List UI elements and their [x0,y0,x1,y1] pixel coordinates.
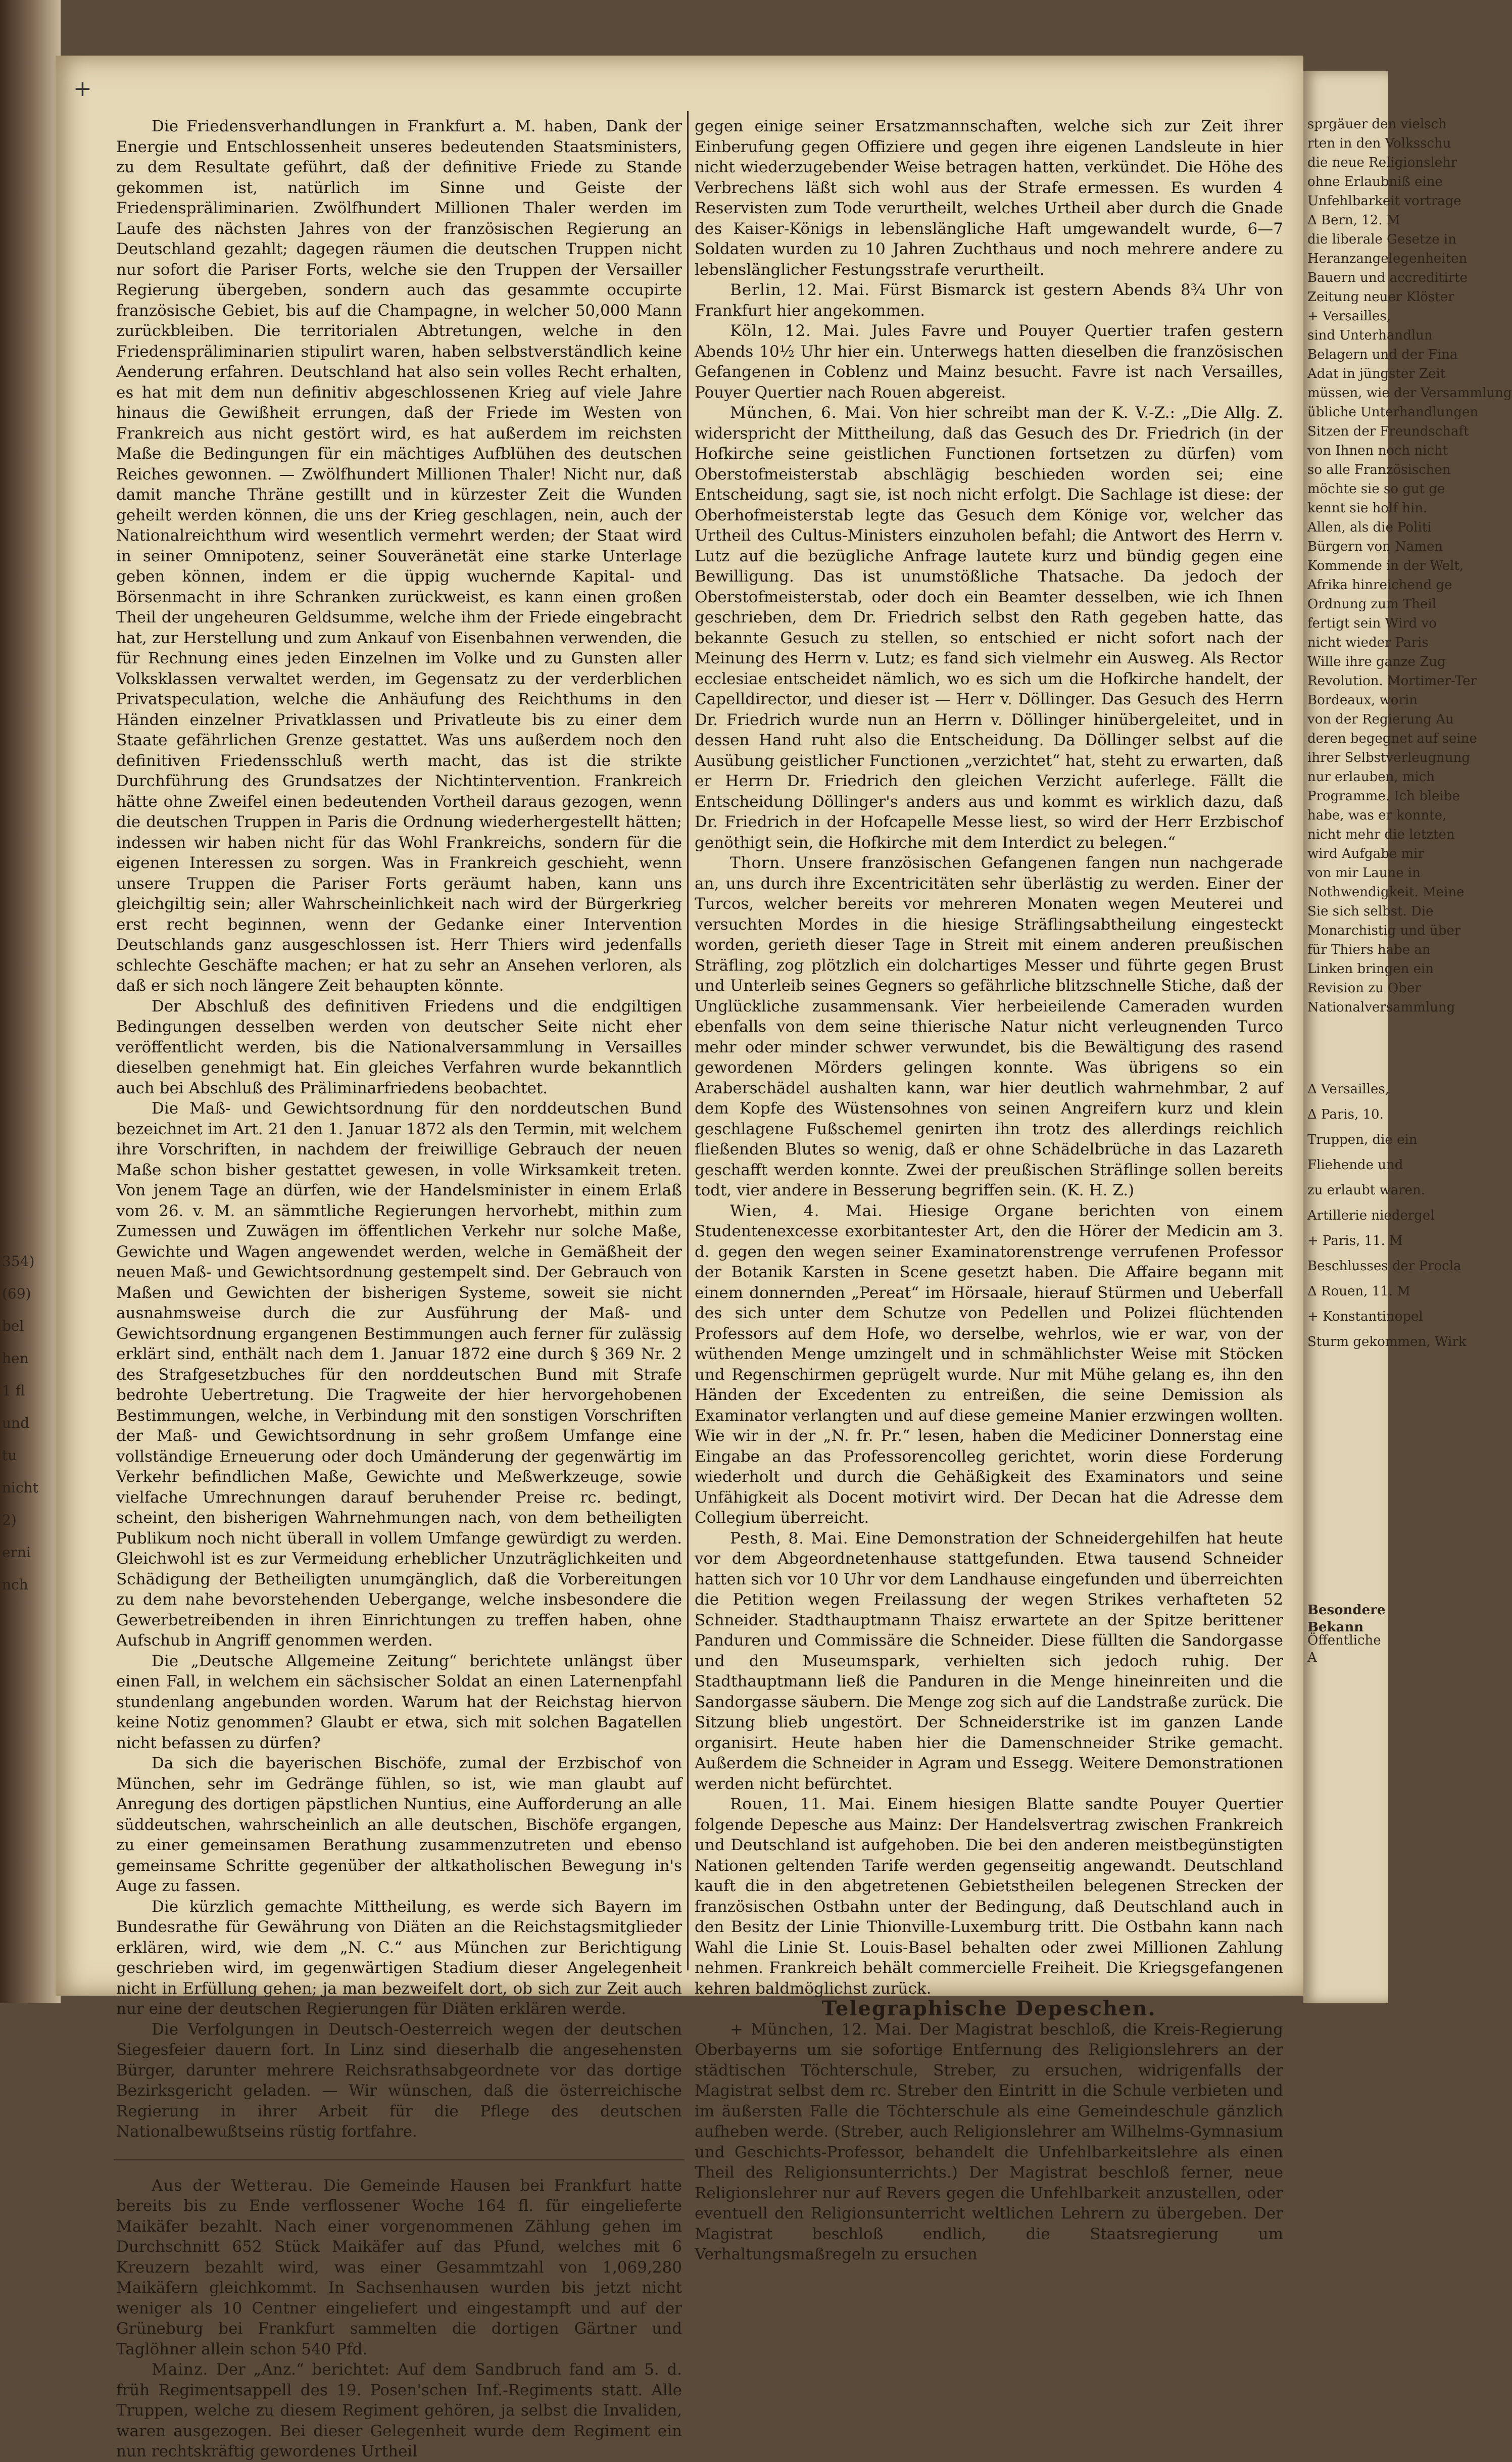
adjacent-page-line: Δ Paris, 10. [1307,1107,1384,1122]
binding-fragment: 2) [2,1512,17,1528]
adjacent-page-line: Wille ihre ganze Zug [1307,654,1446,669]
article-paragraph [116,2176,682,2360]
article-paragraph [695,1528,1283,1795]
adjacent-page-line: Programme. Ich bleibe [1307,789,1460,804]
notice-subheading: Öffentliche A [1307,1633,1381,1665]
adjacent-page-line: übliche Unterhandlungen [1307,405,1479,420]
paragraph-text: Die „Deutsche Allgemeine Zeitung“ berichtete unlängst über einen Fall, in welchem ein sächsischer Soldat an einen Laternenpfahl stundenlang angebunden worden. Warum hat der Reichstag hiervon keine Notiz genommen? Glaubt er etwa, sich mit solchen Bagatellen nicht befassen zu dürfen? [116,1652,682,1752]
adjacent-page-line: Adat in jüngster Zeit [1307,366,1446,381]
article-paragraph [116,2019,682,2142]
paragraph-text: gegen einige seiner Ersatzmannschaften, welche sich zur Zeit ihrer Einberufung gegen Offiziere und gegen ihre eigenen Landsleute in hier nicht wiederzugebender Weise betragen hatten, verkündet. Die Höhe des Verbrechens läßt sich wohl aus der Strafe ermessen. Es wurden 4 Reservisten zum Tode verurtheilt, welches Urtheil aber durch die Gnade des Kaiser-Königs in lebenslängliche Haft umgewandelt wurde, 6—7 Soldaten wurden zu 10 Jahren Zuchthaus und noch mehrere andere zu lebenslänglicher Festungsstrafe verurtheilt. [695,117,1283,279]
page-marker: + [73,76,92,102]
right-column [695,116,1284,2263]
newspaper-page [56,56,1303,2460]
adjacent-page-line: rten in den Volksschu [1307,136,1451,151]
adjacent-page-line: nicht wieder Paris [1307,635,1429,650]
article-paragraph [116,1897,682,2019]
adjacent-page-line: nur erlauben, mich [1307,769,1435,785]
dateline: Berlin, 12. Mai. [730,281,870,299]
adjacent-page-line: Δ Bern, 12. M [1307,213,1400,228]
adjacent-page-line: für Thiers habe an [1307,942,1431,957]
adjacent-page-line: Afrika hinreichend ge [1307,577,1452,593]
adjacent-page-line: von mir Laune in [1307,865,1421,881]
adjacent-page-line: Kommende in der Welt, [1307,558,1464,573]
adjacent-page-line: Nationalversammlung [1307,1000,1455,1015]
adjacent-page-line: Allen, als die Politi [1307,520,1432,535]
paragraph-text: Die Friedensverhandlungen in Frankfurt a. M. haben, Dank der Energie und Entschlossenheit unseres bedeutenden Staatsministers, zu dem Resultate geführt, daß der definitive Friede zu Stande gekommen ist, natürlich im Sinne und Geiste der Friedenspräliminarien. Zwölfhundert Millionen Thaler werden im Laufe des nächsten Jahres von der französischen Regierung an Deutschland gezahlt; dagegen räumen die deutschen Truppen nicht nur sofort die Pariser Forts, welche sie den Truppen der Versailler Regierung übergeben, sondern auch das gesammte occupirte französische Gebiet, bis auf die Champagne, in welcher 50,000 Mann zurückbleiben. Die territorialen Abtretungen, welche in den Friedenspräliminarien stipulirt waren, haben selbstverständlich keine Aenderung erfahren. Deutschland hat also sein volles Recht erhalten, es hat mit dem nun definitiv abgeschlossenen Krieg auf viele Jahre hinaus die Gewißheit errungen, daß der Friede im Westen von Frankreich aus nicht gestört wird, es hat außerdem im reichsten Maße die Bedingungen für ein mächtiges Aufblühen des deutschen Reiches gewonnen. — Zwölfhundert Millionen Thaler! Nicht nur, daß damit manche Thräne gestillt und in kürzester Zeit die Wunden geheilt werden können, die uns der Krieg geschlagen, nein, auch der Nationalreichthum wird wesentlich vermehrt werden; der Staat wird in seiner Omnipotenz, seiner Souveränetät eine starke Unterlage geben können, indem er die üppig wuchernde Kapital- und Börsenmacht in ihre Schranken zurückweist, es kann einen großen Theil der ungeheuren Geldsumme, welche ihm der Friede eingebracht hat, zur Herstellung und zum Ankauf von Eisenbahnen verwenden, die für Rechnung eines jeden Einzelnen im Volke und zu Gunsten aller Volksklassen verwaltet werden, im Gegensatz zu der verderblichen Privatspeculation, welche die Anhäufung des Reichthums in den Händen einzelner Privatklassen und Privatleute bis zu einer dem Staate gefährlichen Grenze gestattet. Was uns außerdem noch den definitiven Friedensschluß werth macht, das ist die strikte Durchführung des Grundsatzes der Nichtintervention. Frankreich hätte ohne Zweifel einen bedeutenden Vortheil daraus gezogen, wenn die deutschen Truppen in Paris die Ordnung wiederhergestellt hätten; indessen wir haben nicht für das Wohl Frankreichs, sondern für die eigenen Interessen zu sorgen. Was in Frankreich geschieht, wenn unsere Truppen die Pariser Forts geräumt haben, kann uns gleichgiltig sein; aller Wahrscheinlichkeit nach wird der Bürgerkrieg erst recht beginnen, wenn der Gedanke einer Intervention Deutschlands ganz ausgeschlossen ist. Herr Thiers wird jedenfalls schlechte Geschäfte machen; er hat zu sehr an Ansehen verloren, als daß er sich noch längere Zeit behaupten könnte. [116,117,682,995]
section-rule [114,2159,685,2160]
adjacent-page-line: Sturm gekommen, Wirk [1307,1334,1467,1349]
article-paragraph [695,116,1283,280]
article-paragraph [116,996,682,1099]
dateline: München, 6. Mai. [730,404,882,422]
binding-fragment: tu [2,1447,17,1464]
adjacent-page-line: sprgäuer den vielsch [1307,117,1447,132]
paragraph-text: Von hier schreibt man der K. V.-Z.: „Die Allg. Z. widerspricht der Mittheilung, daß das Gesuch des Dr. Friedrich (in der Hofkirche seine geistlichen Functionen fortsetzen zu dürfen) vom Oberstofmeisterstab abschlägig beschieden worden sei; eine Entscheidung, sagt sie, ist noch nicht erfolgt. Die Sachlage ist diese: der Oberhofmeisterstab legte das Gesuch dem Könige vor, welcher das Urtheil des Cultus-Ministers einzuholen befahl; die Antwort des Herrn v. Lutz auf die bezügliche Anfrage lautete kurz und bündig gegen eine Bewilligung. Das ist unumstößliche Thatsache. Da jedoch der Oberstofmeisterstab, oder doch ein Beamter desselben, wie ich Ihnen geschrieben, dem Dr. Friedrich selbst den Rath gegeben hatte, das bekannte Gesuch zu stellen, so entschied er nicht sofort nach der Meinung des Herrn v. Lutz; es fand sich vielmehr ein Ausweg. Als Rector ecclesiae entscheidet nämlich, wo es sich um die Hofkirche handelt, der Capelldirector, und dieser ist — Herr v. Döllinger. Das Gesuch des Herrn Dr. Friedrich wurde nun an Herrn v. Döllinger hinübergeleitet, und in dessen Hand ruht also die Entscheidung. Da Döllinger selbst auf die Ausübung geistlicher Functionen „verzichtet“ hat, steht zu erwarten, daß er Herrn Dr. Friedrich den gleichen Verzicht auferlege. Fällt die Entscheidung Döllinger's anders aus und kommt es wirklich dazu, daß Dr. Friedrich in der Hofcapelle Messe liest, so wird der Herr Erzbischof genöthigt sein, die Hofkirche mit dem Interdict zu belegen.“ [695,404,1283,852]
binding-fragment: nicht [2,1479,38,1496]
paragraph-text: Fürst Bismarck ist gestern Abends 8¾ Uhr von Frankfurt hier angekommen. [695,281,1283,320]
adjacent-page-line: Ordnung zum Theil [1307,597,1436,612]
binding-text-strip [0,0,38,2003]
adjacent-page-line: Belagern und der Fina [1307,347,1458,362]
adjacent-page-line: habe, was er konnte, [1307,808,1447,823]
dateline: Rouen, 11. Mai. [730,1795,876,1813]
adjacent-page-line: kennt sie holf hin. [1307,501,1428,516]
adjacent-page-fragment [1303,71,1512,2003]
adjacent-page-line: Revision zu Ober [1307,981,1421,996]
adjacent-page-line: Zeitung neuer Klöster [1307,289,1454,305]
paragraph-text: Die Maß- und Gewichtsordnung für den norddeutschen Bund bezeichnet im Art. 21 den 1. Januar 1872 als den Termin, mit welchem ihre Vorschriften, in nachdem der freiwillige Gebrauch der neuen Maße schon bisher gestattet gewesen, in volle Wirksamkeit treten. Von jenem Tage an dürfen, wie der Handelsminister in einem Erlaß vom 26. v. M. an sämmtliche Regierungen hervorhebt, mithin zum Zumessen und Zuwägen im öffentlichen Verkehr nur solche Maße, Gewichte und Wagen angewendet werden, welche in Gemäßheit der neuen Maß- und Gewichtsordnung gestempelt sind. Der Gebrauch von Maßen und Gewichten der bisherigen Systeme, soweit sie nicht ausnahmsweise durch die zur Ausführung der Maß- und Gewichtsordnung ergangenen Bestimmungen auch ferner für zulässig erklärt sind, enthält nach dem 1. Januar 1872 eine durch § 369 Nr. 2 des Strafgesetzbuches für den norddeutschen Bund mit Strafe bedrohte Uebertretung. Die Tragweite der hier hervorgehobenen Bestimmungen, welche, in Verbindung mit den sonstigen Vorschriften der Maß- und Gewichtsordnung in sehr großem Umfange eine vollständige Erneuerung oder doch Umänderung der gegenwärtig im Verkehr befindlichen Maße, Gewichte und Meßwerkzeuge, sowie vielfache Umrechnungen darauf beruhender Preise rc. bedingt, scheint, den bisherigen Wahrnehmungen nach, von dem betheiligten Publikum noch nicht überall in vollem Umfange gewürdigt zu werden. Gleichwohl ist es zur Vermeidung erheblicher Unzuträglichkeiten und Schädigung der Betheiligten unumgänglich, daß die Vorbereitungen zu dem nahe bevorstehenden Uebergange, welche insbesondere die Gewerbetreibenden in ihren Einrichtungen zu treffen haben, ohne Aufschub in Angriff genommen werden. [116,1099,682,1650]
adjacent-page-line: Bürgern von Namen [1307,539,1443,554]
adjacent-page-line: Truppen, die ein [1307,1132,1418,1147]
dateline: + München, 12. Mai. [730,2020,913,2039]
paragraph-text: Der „Anz.“ berichtet: Auf dem Sandbruch fand am 5. d. früh Regimentsappell des 19. Posen'schen Inf.-Regiments statt. Alle Truppen, welche zu diesem Regiment gehören, ja selbst die Invaliden, waren ausgezogen. Bei dieser Gelegenheit wurde dem Regiment ein nun rechtskräftig gewordenes Urtheil [116,2360,682,2460]
adjacent-page-line: + Konstantinopel [1307,1309,1423,1324]
paragraph-text: Einem hiesigen Blatte sandte Pouyer Quertier folgende Depesche aus Mainz: Der Handelsvertrag zwischen Frankreich und Deutschland ist aufgehoben. Die bei den anderen meistbegünstigten Nationen geltenden Tarife werden gegenseitig angewandt. Deutschland kauft die in den abgetretenen Gebietstheilen belegenen Strecken der französischen Ostbahn unter der Bedingung, daß Deutschland auch in den Besitz der Linie Thionville-Luxemburg tritt. Die Ostbahn kann nach Wahl die Linie St. Louis-Basel behalten oder zwei Millionen Zahlung nehmen. Frankreich behält commercielle Freiheit. Die Kriegsgefangenen kehren baldmöglichst zurück. [695,1795,1284,1998]
paragraph-text: Die Verfolgungen in Deutsch-Oesterreich wegen der deutschen Siegesfeier dauern fort. In Linz sind dieserhalb die angesehensten Bürger, darunter mehrere Reichsrathsabgeordnete vor das dortige Bezirksgericht geladen. — Wir wünschen, daß die österreichische Regierung in ihrer Arbeit für die Pflege des deutschen Nationalbewußtseins rüstig fortfahre. [116,2020,682,2141]
adjacent-page-line: + Versailles, [1307,309,1391,324]
article-paragraph [695,1201,1283,1528]
paragraph-text: Die kürzlich gemachte Mittheilung, es werde sich Bayern im Bundesrathe für Gewährung von Diäten an die Reichstagsmitglieder erklären, wird, wie dem „N. C.“ aus München zur Berichtigung geschrieben wird, im gegenwärtigen Stadium dieser Angelegenheit nicht in Erfüllung gehen; ja man bezweifelt dort, ob sich zur Zeit auch nur eine der deutschen Regierungen für Diäten erklären werde. [116,1897,682,2018]
adjacent-page-line: müssen, wie der Versammlung [1307,385,1512,401]
binding-fragment: 1 fl [2,1382,25,1399]
notice-heading: Besondere Bekann [1307,1603,1386,1635]
adjacent-page-line: + Paris, 11. M [1307,1233,1403,1248]
adjacent-page-line: Bauern und accreditirte [1307,270,1468,285]
paragraph-text: Der Abschluß des definitiven Friedens und die endgiltigen Bedingungen desselben werden von deutscher Seite nicht eher veröffentlicht werden, bis die Nationalversammlung in Versailles dieselben genehmigt hat. Ein gleiches Verfahren wurde bekanntlich auch bei Abschluß des Präliminarfriedens beobachtet. [116,997,682,1097]
adjacent-page-line: Nothwendigkeit. Meine [1307,885,1465,900]
adjacent-page-line: die liberale Gesetze in [1307,232,1456,247]
adjacent-page-line: Artillerie niedergel [1307,1208,1435,1223]
adjacent-page-line: wird Aufgabe mir [1307,846,1424,861]
binding-fragment: nch [2,1576,28,1593]
adjacent-page-line: Δ Rouen, 11. M [1307,1284,1410,1299]
article-paragraph [695,403,1283,853]
dateline: Thorn. [730,854,786,872]
article-paragraph [695,2019,1283,2265]
dateline: Köln, 12. Mai. [730,322,860,340]
adjacent-page-line: nicht mehr die letzten [1307,827,1455,842]
dateline: Aus der Wetterau. [152,2176,314,2195]
adjacent-page-line: so alle Französischen [1307,462,1451,477]
adjacent-page-line: sind Unterhandlun [1307,328,1433,343]
binding-fragment: (69) [2,1285,31,1302]
article-paragraph [116,1651,682,1754]
binding-fragment: erni [2,1544,31,1561]
adjacent-page-line: von der Regierung Au [1307,712,1454,727]
adjacent-page-line: deren begegnet auf seine [1307,731,1477,746]
adjacent-page-line: möchte sie so gut ge [1307,481,1445,497]
dateline: Pesth, 8. Mai. [730,1529,849,1548]
adjacent-page-line: Unfehlbarkeit vortrage [1307,194,1461,209]
adjacent-page-line: Revolution. Mortimer-Ter [1307,673,1477,689]
adjacent-page-line: ohne Erlaubniß eine [1307,174,1443,189]
adjacent-page-line: Sie sich selbst. Die [1307,904,1434,919]
binding-fragment: bel [2,1318,24,1334]
adjacent-page-line: fertigt sein Wird vo [1307,616,1437,631]
adjacent-page-line: Heranzangelegenheiten [1307,251,1468,266]
adjacent-page-line: Linken bringen ein [1307,961,1434,977]
binding-fragment: und [2,1415,29,1431]
paragraph-text: Eine Demonstration der Schneidergehilfen hat heute vor dem Abgeordnetenhause stattgefunden. Etwa tausend Schneider hatten sich vor 10 Uhr vor dem Landhause eingefunden und überreichten die Petition wegen Freilassung der wegen Strikes verhafteten 52 Schneider. Stadthauptmann Thaisz erwartete an der Spitze berittener Panduren und Commissäre die Schneider. Diese füllten die Sandorgasse und den Museumspark, verhielten sich jedoch ruhig. Der Stadthauptmann ließ die Panduren in die Menge hineinreiten und die Sandorgasse säubern. Die Menge zog sich auf die Landstraße zurück. Die Sitzung blieb ungestört. Der Schneiderstrike ist im ganzen Lande organisirt. Heute haben hier die Damenschneider Strike gemacht. Außerdem die Schneider in Agram und Essegg. Weitere Demonstrationen werden nicht befürchtet. [695,1529,1284,1793]
paragraph-text: Da sich die bayerischen Bischöfe, zumal der Erzbischof von München, sehr im Gedränge fühlen, so ist, wie man glaubt auf Anregung des dortigen päpstlichen Nuntius, eine Aufforderung an alle süddeutschen, wahrscheinlich an alle deutschen, Bischöfe ergangen, zu einer gemeinsamen Berathung zusammenzutreten und ebenso gemeinsame Schritte gegenüber der altkatholischen Bewegung in's Auge zu fassen. [116,1754,682,1895]
paragraph-text: Jules Favre und Pouyer Quertier trafen gestern Abends 10½ Uhr hier ein. Unterwegs hatten dieselben die französischen Gefangenen in Coblenz und Mainz besucht. Favre ist nach Versailles, Pouyer Quertier nach Rouen abgereist. [695,322,1283,402]
section-heading: Telegraphische Depeschen. [821,1997,1156,2020]
adjacent-page-line: zu erlaubt waren. [1307,1183,1426,1198]
adjacent-page-line: Fliehende und [1307,1157,1403,1173]
article-paragraph [695,321,1283,403]
article-paragraph [116,1098,682,1651]
article-paragraph [695,1794,1283,1999]
paragraph-text: Der Magistrat beschloß, die Kreis-Regierung Oberbayerns um sie sofortige Entfernung des Religionslehrers an der städtischen Töchterschule, Streber, zu ersuchen, widrigenfalls der Magistrat selbst dem rc. Streber den Eintritt in die Schule verbieten und im äußersten Falle die Töchterschule als eine Gemeindeschule gänzlich aufheben werde. (Streber, auch Religionslehrer am Wilhelms-Gymnasium und Geschichts-Professor, behandelt die Unfehlbarkeitslehre als einen Theil des Religionsunterrichts.) Der Magistrat beschloß ferner, neue Religionslehrer nur auf Revers gegen die Unfehlbarkeit anzustellen, oder eventuell den Religionsunterricht weltlichen Lehrern zu übergeben. Der Magistrat beschloß endlich, die Staatsregierung um Verhaltungsmaßregeln zu ersuchen [695,2020,1283,2263]
adjacent-page-line: Bordeaux, worin [1307,693,1418,708]
adjacent-page-line: Δ Versailles, [1307,1082,1390,1097]
paragraph-text: Unsere französischen Gefangenen fangen nun nachgerade an, uns durch ihre Excentricitäten sehr überlästig zu werden. Einer der Turcos, welcher bereits vor mehreren Monaten wegen Meuterei und versuchten Mordes in die hiesige Sträflingsabtheilung eingesteckt worden, gerieth dieser Tage in Streit mit einem anderen preußischen Sträfling, zog plötzlich ein dolchartiges Messer und führte gegen Brust und Unterleib seines Gegners so gefährliche blitzschnelle Stiche, daß der Unglückliche zusammensank. Vier herbeieilende Cameraden wurden ebenfalls von dem seine thierische Natur nicht verleugnenden Turco mehr oder minder schwer verwundet, bis die Bewältigung des rasend gewordenen Mörders gelingen konnte. Was übrigens so ein Araberschädel aushalten kann, war hier deutlich wahrnehmbar, 2 auf dem Kopfe des Wüstensohnes von seinen Angreifern kurz und klein geschlagene Fußschemel genirten ihn trotz des allerdings reichlich fließenden Blutes so wenig, daß er ohne Schädelbrüche in das Lazareth geschafft werden konnte. Zwei der preußischen Sträflinge sollen bereits todt, vier andere in Besserung begriffen sein. (K. H. Z.) [695,854,1283,1199]
article-paragraph [116,1753,682,1897]
paragraph-text: Hiesige Organe berichten von einem Studentenexcesse exorbitantester Art, den die Hörer der Medicin am 3. d. gegen den wegen seiner Examinatorenstrenge verrufenen Professor der Botanik Karsten in Scene gesetzt haben. Die Affaire begann mit einem donnernden „Pereat“ im Hörsaale, hierauf Stürmen und Ueberfall des sich unter dem Schutze von Pedellen und Polizei flüchtenden Professors auf dem Hofe, wo derselbe, wehrlos, wie er war, von der wüthenden Menge umzingelt und in schmählichster Weise mit Stöcken und Regenschirmen geprügelt wurde. Nur mit Mühe gelang es, ihn den Händen der Excedenten zu entreißen, die seine Demission als Examinator verlangten und auf diese gemeine Manier erzwingen wollten. Wie wir in der „N. fr. Pr.“ lesen, haben die Mediciner Donnerstag eine Eingabe an das Professorencolleg gerichtet, worin diese Forderung wiederholt und durch die Gehäßigkeit des Examinators und seine Unfähigkeit als Docent motivirt wird. Der Decan hat die Adresse dem Collegium überreicht. [695,1201,1283,1527]
article-paragraph [116,2359,682,2462]
article-paragraph [695,853,1283,1201]
binding-fragment: hen [2,1350,29,1367]
adjacent-page-line: die neue Religionslehr [1307,155,1457,170]
left-column [116,116,682,2460]
dateline: Wien, 4. Mai. [730,1201,884,1220]
adjacent-page-line: Monarchistig und über [1307,923,1461,938]
paragraph-text: Die Gemeinde Hausen bei Frankfurt hatte bereits bis zu Ende verflossener Woche 164 fl. für eingelieferte Maikäfer bezahlt. Nach einer vorgenommenen Zählung gehen im Durchschnitt 652 Stück Maikäfer auf das Pfund, welches mit 6 Kreuzern bezahlt wird, was einer Gesammtzahl von 1,069,280 Maikäfern gleichkommt. In Sachsenhausen wurden bis jetzt nicht weniger als 10 Centner eingeliefert und eingestampft und auf der Grüneburg bei Frankfurt sammelten die dortigen Gärtner und Taglöhner allein schon 540 Pfd. [116,2176,682,2358]
column-divider [687,111,689,1970]
adjacent-page-line: Sitzen der Freundschaft [1307,424,1469,439]
article-paragraph [695,280,1283,321]
article-paragraph [116,116,682,996]
binding-fragment: 354) [2,1253,35,1270]
adjacent-page-line: ihrer Selbstverleugnung [1307,750,1470,765]
adjacent-page-line: von Ihnen noch nicht [1307,443,1448,458]
dateline: Mainz. [152,2360,209,2379]
adjacent-page-line: Beschlusses der Procla [1307,1259,1461,1274]
